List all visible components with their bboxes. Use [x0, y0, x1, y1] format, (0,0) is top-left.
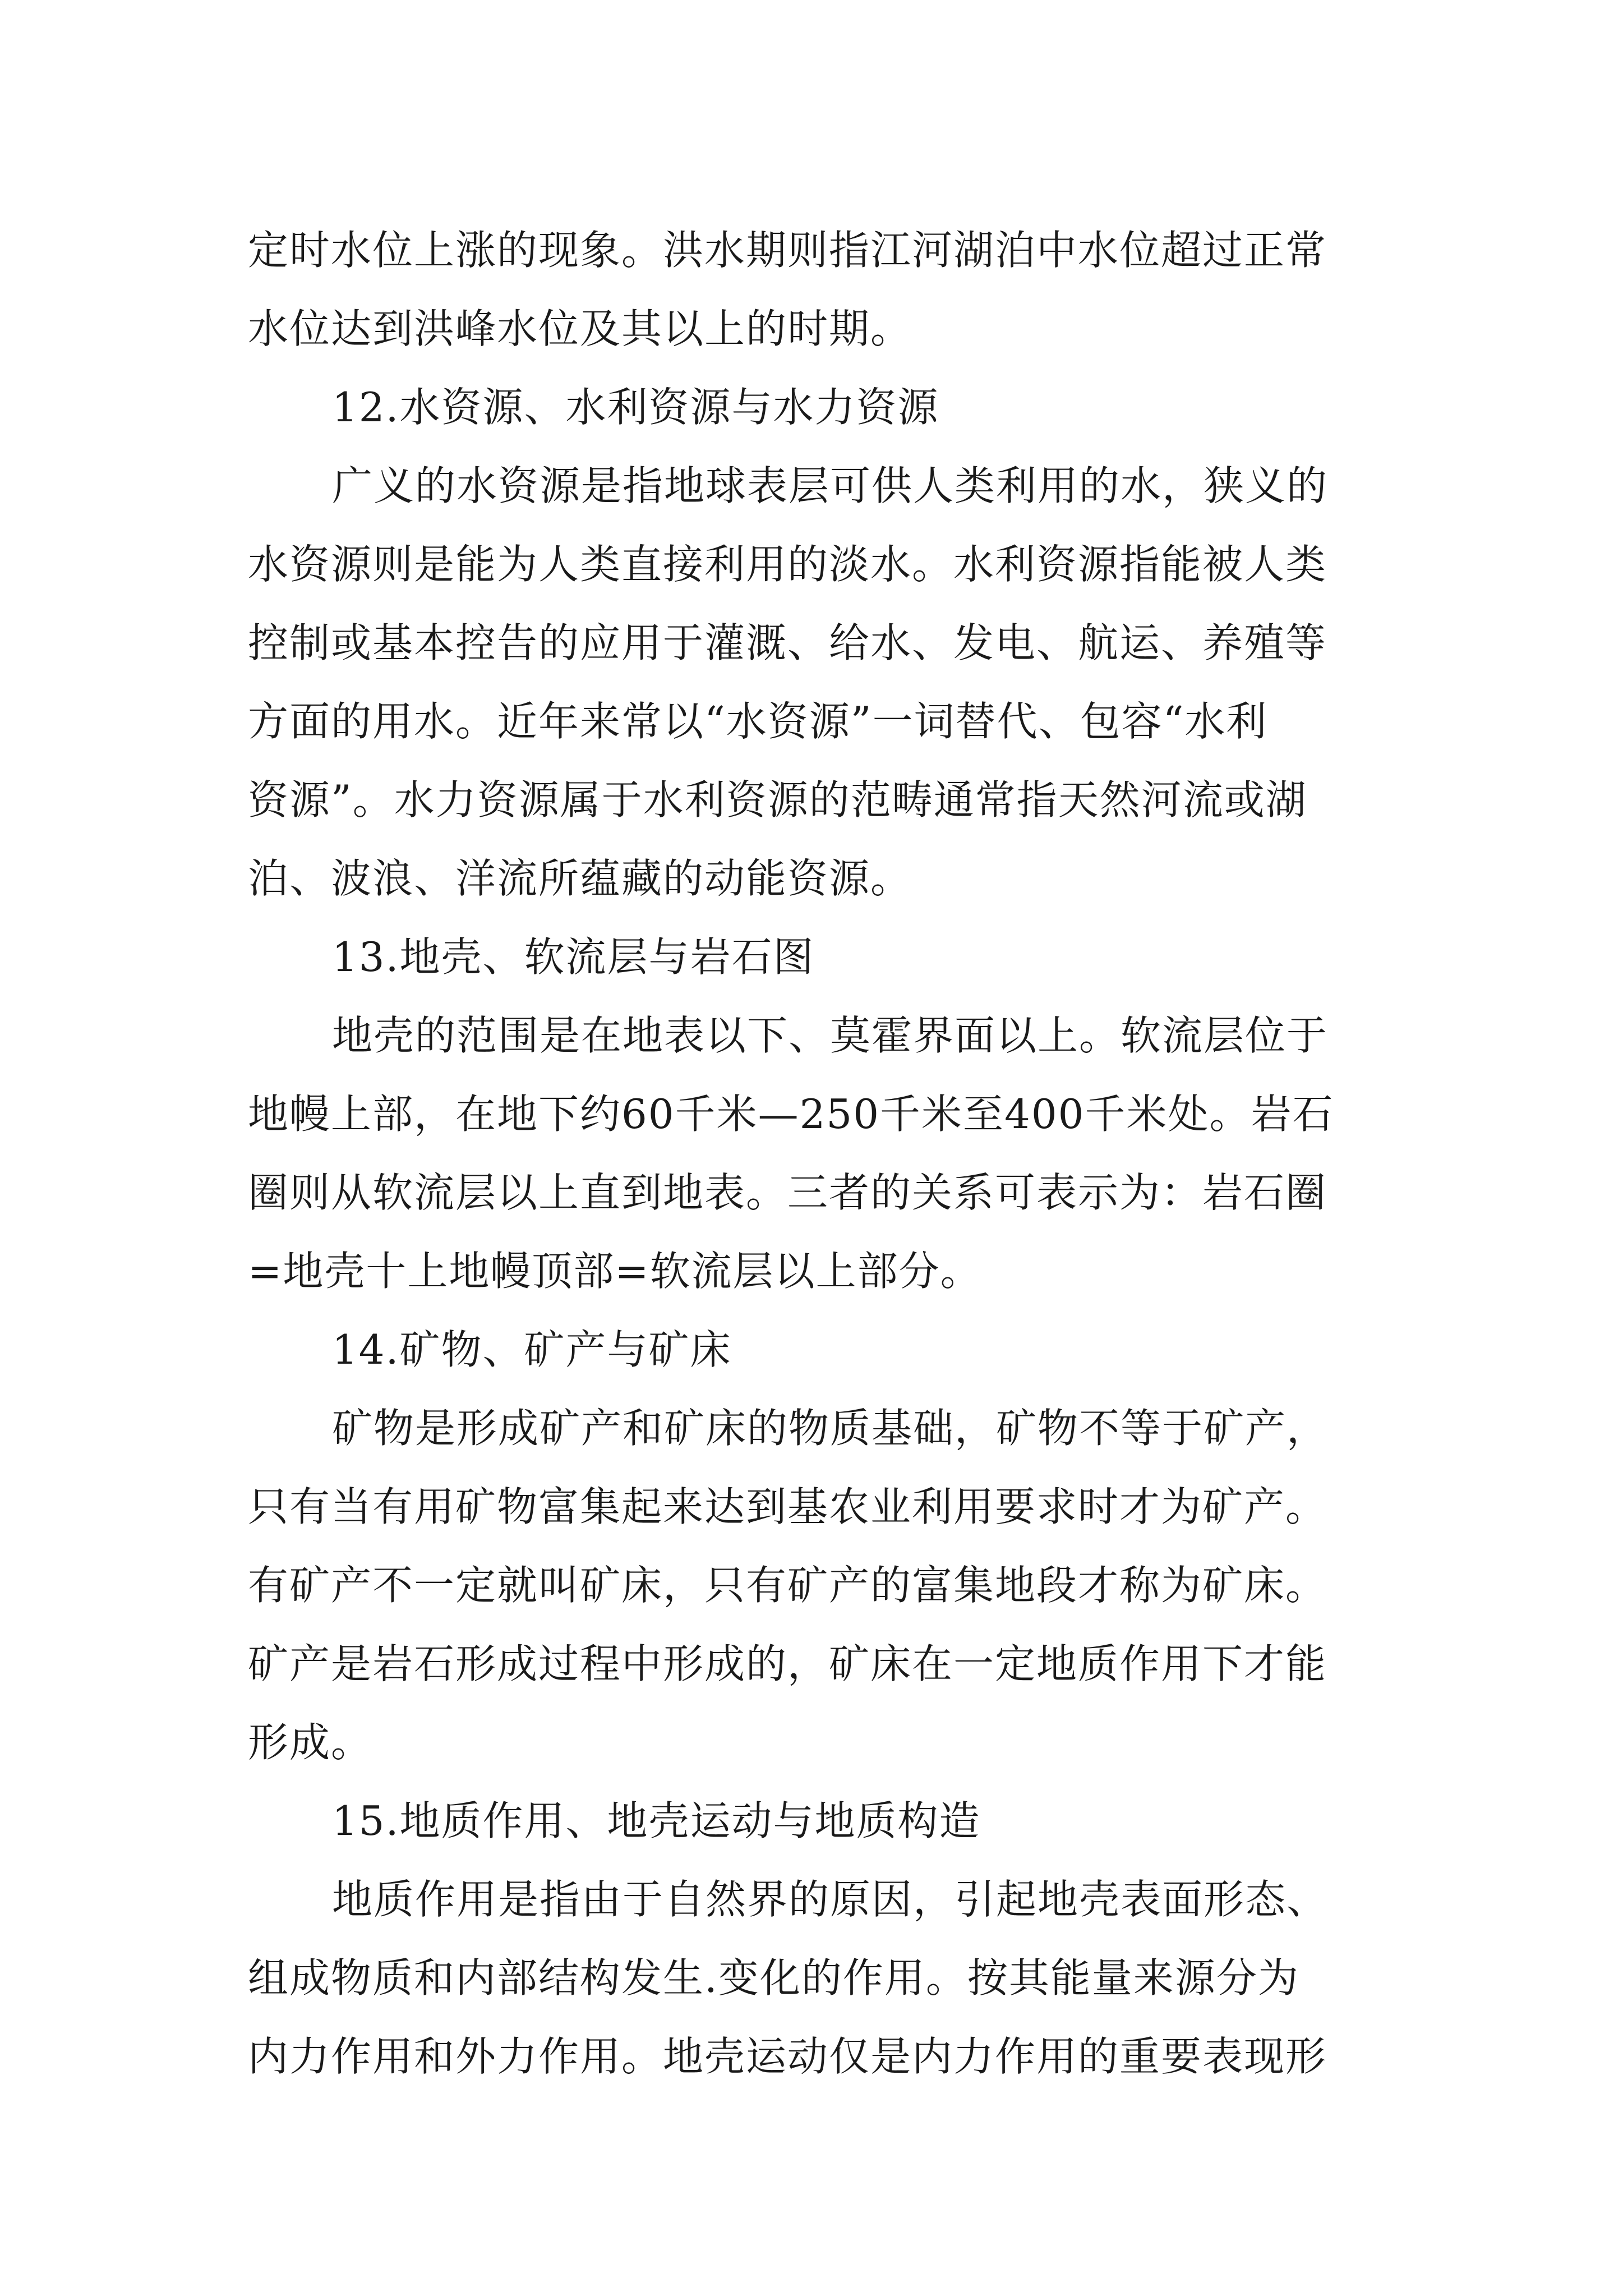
text-line: 内力作用和外力作用。地壳运动仅是内力作用的重要表现形	[248, 2033, 1327, 2080]
text-line: 形成。	[248, 1719, 373, 1766]
document-body	[248, 211, 1414, 2096]
text-line: 矿产是岩石形成过程中形成的，矿床在一定地质作用下才能	[248, 1640, 1327, 1687]
paragraph-start: 广义的水资源是指地球表层可供人类利用的水，狭义的	[332, 462, 1329, 509]
text-line: 水位达到洪峰水位及其以上的时期。	[248, 305, 912, 352]
text-line: 只有当有用矿物富集起来达到基农业利用要求时才为矿产。	[248, 1483, 1327, 1530]
text-line: 泊、波浪、洋流所蕴藏的动能资源。	[248, 855, 912, 902]
text-line: =地壳十上地幔顶部=软流层以上部分。	[248, 1248, 982, 1295]
text-line: 组成物质和内部结构发生.变化的作用。按其能量来源分为	[248, 1954, 1299, 2001]
text-line: 有矿产不一定就叫矿床，只有矿产的富集地段才称为矿床。	[248, 1562, 1327, 1609]
paragraph-start: 矿物是形成矿产和矿床的物质基础，矿物不等于矿产，	[332, 1405, 1329, 1452]
section-heading-14: 14.矿物、矿产与矿床	[332, 1326, 732, 1373]
section-heading-15: 15.地质作用、地壳运动与地质构造	[332, 1797, 981, 1844]
text-line: 方面的用水。近年来常以“水资源”一词替代、包容“水利	[248, 698, 1268, 745]
text-line: 控制或基本控告的应用于灌溉、给水、发电、航运、养殖等	[248, 619, 1327, 666]
paragraph-start: 地壳的范围是在地表以下、莫霍界面以上。软流层位于	[332, 1012, 1329, 1059]
section-heading-12: 12.水资源、水利资源与水力资源	[332, 384, 939, 431]
paragraph-start: 地质作用是指由于自然界的原因，引起地壳表面形态、	[332, 1876, 1329, 1923]
section-heading-13: 13.地壳、软流层与岩石图	[332, 933, 815, 981]
text-line: 资源”。水力资源属于水利资源的范畴通常指天然河流或湖	[248, 776, 1307, 823]
text-line: 水资源则是能为人类直接利用的淡水。水利资源指能被人类	[248, 541, 1327, 588]
text-line: 地幔上部，在地下约60千米—250千米至400千米处。岩石	[248, 1091, 1334, 1138]
text-line: 圈则从软流层以上直到地表。三者的关系可表示为：岩石圈	[248, 1169, 1327, 1216]
text-line: 定时水位上涨的现象。洪水期则指江河湖泊中水位超过正常	[248, 227, 1327, 274]
